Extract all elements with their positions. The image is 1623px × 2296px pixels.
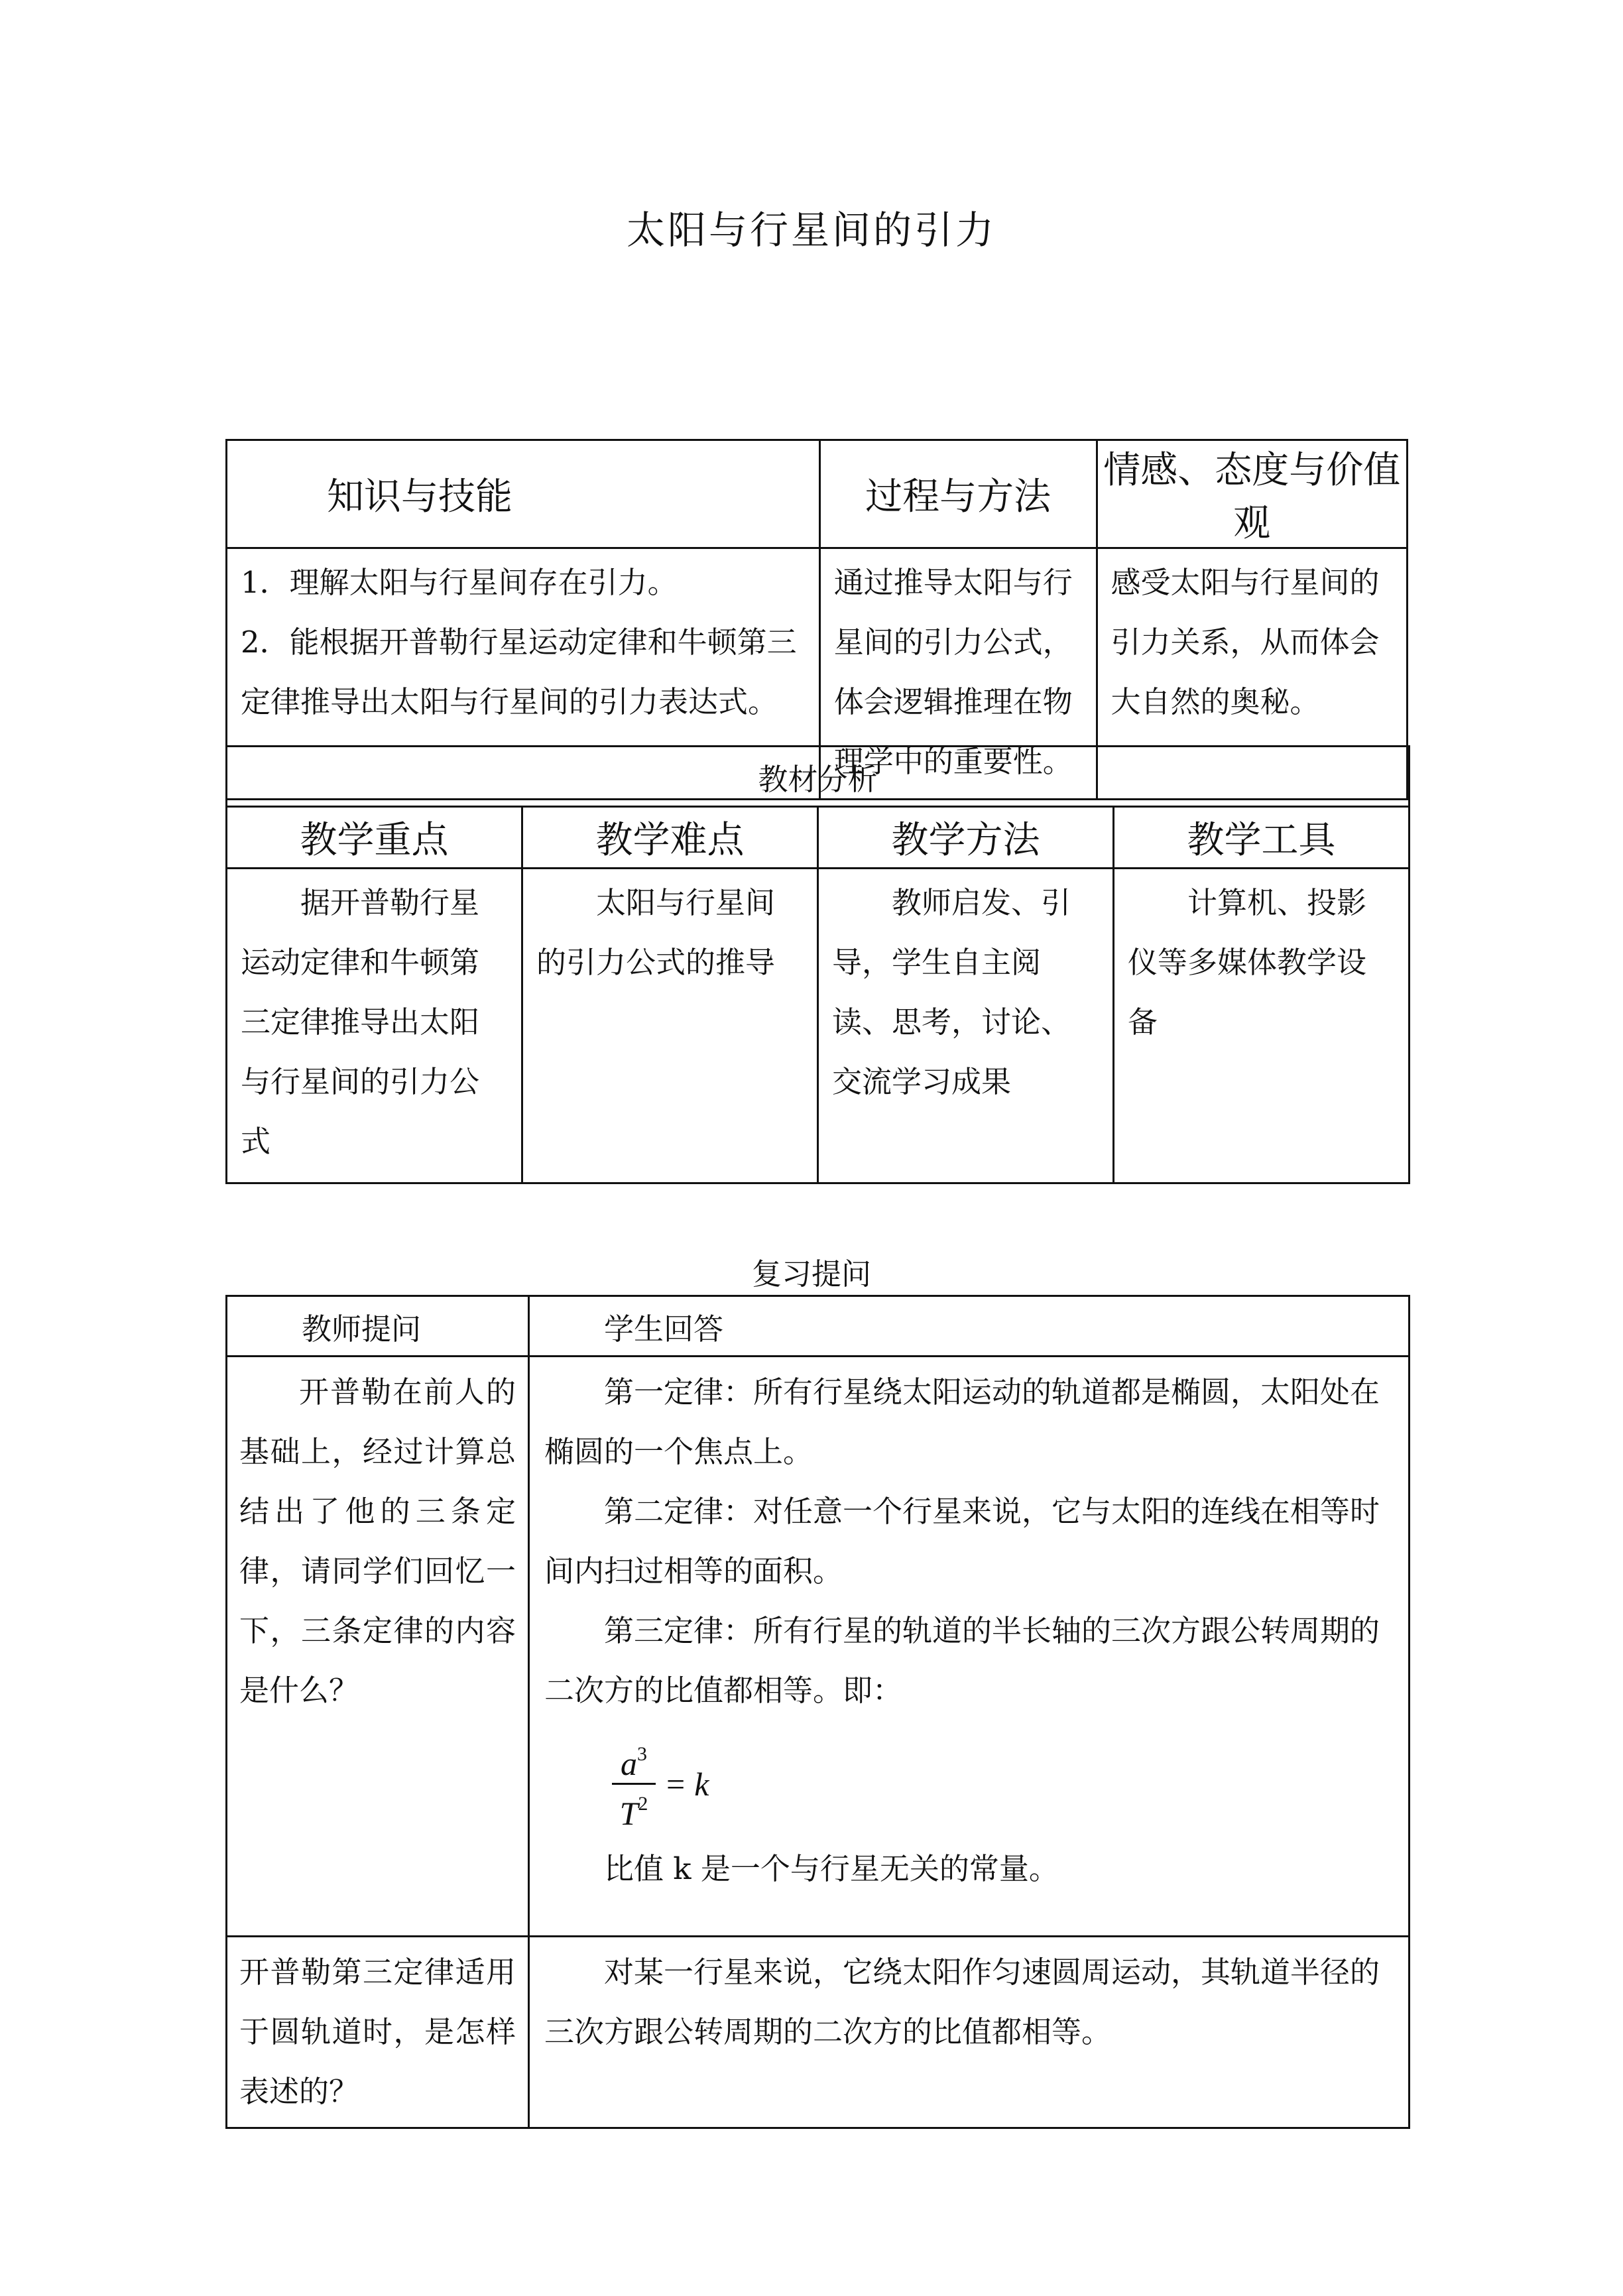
answer-2 bbox=[529, 1937, 1410, 2128]
header-process: 过程与方法 bbox=[819, 440, 1097, 548]
header-methods: 教学方法 bbox=[818, 807, 1114, 869]
tools-cell: 计算机、投影仪等多媒体教学设备 bbox=[1114, 869, 1410, 1183]
formula-equals: = bbox=[666, 1765, 686, 1803]
formula-numerator: $a^3$ bbox=[621, 1743, 647, 1782]
law-1: 第一定律：所有行星绕太阳运动的轨道都是椭圆，太阳处在椭圆的一个焦点上。 bbox=[544, 1374, 1380, 1469]
formula-denominator: $T^2$ bbox=[619, 1793, 648, 1832]
review-table bbox=[225, 1295, 1410, 2129]
header-key-points: 教学重点 bbox=[227, 807, 522, 869]
analysis-table bbox=[225, 745, 1410, 1184]
difficulties-cell: 太阳与行星间的引力公式的推导 bbox=[522, 869, 818, 1183]
material-analysis-heading: 教材分析 bbox=[227, 747, 1410, 807]
k-note: 比值 k 是一个与行星无关的常量。 bbox=[604, 1851, 1059, 1886]
formula-rhs: k bbox=[694, 1765, 709, 1803]
header-difficulties: 教学难点 bbox=[522, 807, 818, 869]
question-2: 开普勒第三定律适用于圆轨道时，是怎样表述的？ bbox=[227, 1937, 529, 2128]
header-emotion: 情感、态度与价值观 bbox=[1097, 440, 1408, 548]
answer-1 bbox=[529, 1357, 1410, 1937]
header-teacher-question: 教师提问 bbox=[227, 1296, 529, 1357]
knowledge-line-2: 2．能根据开普勒行星运动定律和牛顿第三定律推导出太阳与行星间的引力表达式。 bbox=[241, 625, 797, 719]
law-2: 第二定律：对任意一个行星来说，它与太阳的连线在相等时间内扫过相等的面积。 bbox=[544, 1494, 1380, 1589]
review-caption: 复习提问 bbox=[751, 1256, 871, 1292]
question-1: 开普勒在前人的基础上，经过计算总结出了他的三条定律，请同学们回忆一下，三条定律的内容是什么？ bbox=[227, 1357, 529, 1937]
knowledge-line-1: 1．理解太阳与行星间存在引力。 bbox=[241, 565, 678, 600]
header-knowledge: 知识与技能 bbox=[227, 440, 820, 548]
answer-2-text: 对某一行星来说，它绕太阳作匀速圆周运动，其轨道半径的三次方跟公转周期的二次方的比值都相等。 bbox=[544, 1955, 1380, 2049]
methods-cell: 教师启发、引导，学生自主阅读、思考，讨论、交流学习成果 bbox=[818, 869, 1114, 1183]
formula-fraction bbox=[612, 1735, 656, 1833]
page-title: 太阳与行星间的引力 bbox=[626, 208, 996, 253]
process-cell: 通过推导太阳与行星间的引力公式，体会逻辑推理在物理学中的重要性。 bbox=[819, 548, 1097, 800]
header-tools: 教学工具 bbox=[1114, 807, 1410, 869]
emotion-cell: 感受太阳与行星间的引力关系，从而体会大自然的奥秘。 bbox=[1097, 548, 1408, 800]
law-3: 第三定律：所有行星的轨道的半长轴的三次方跟公转周期的二次方的比值都相等。即： bbox=[544, 1613, 1380, 1708]
kepler-formula bbox=[612, 1735, 709, 1833]
key-points-cell: 据开普勒行星运动定律和牛顿第三定律推导出太阳与行星间的引力公式 bbox=[227, 869, 522, 1183]
header-student-answer: 学生回答 bbox=[529, 1296, 1410, 1357]
